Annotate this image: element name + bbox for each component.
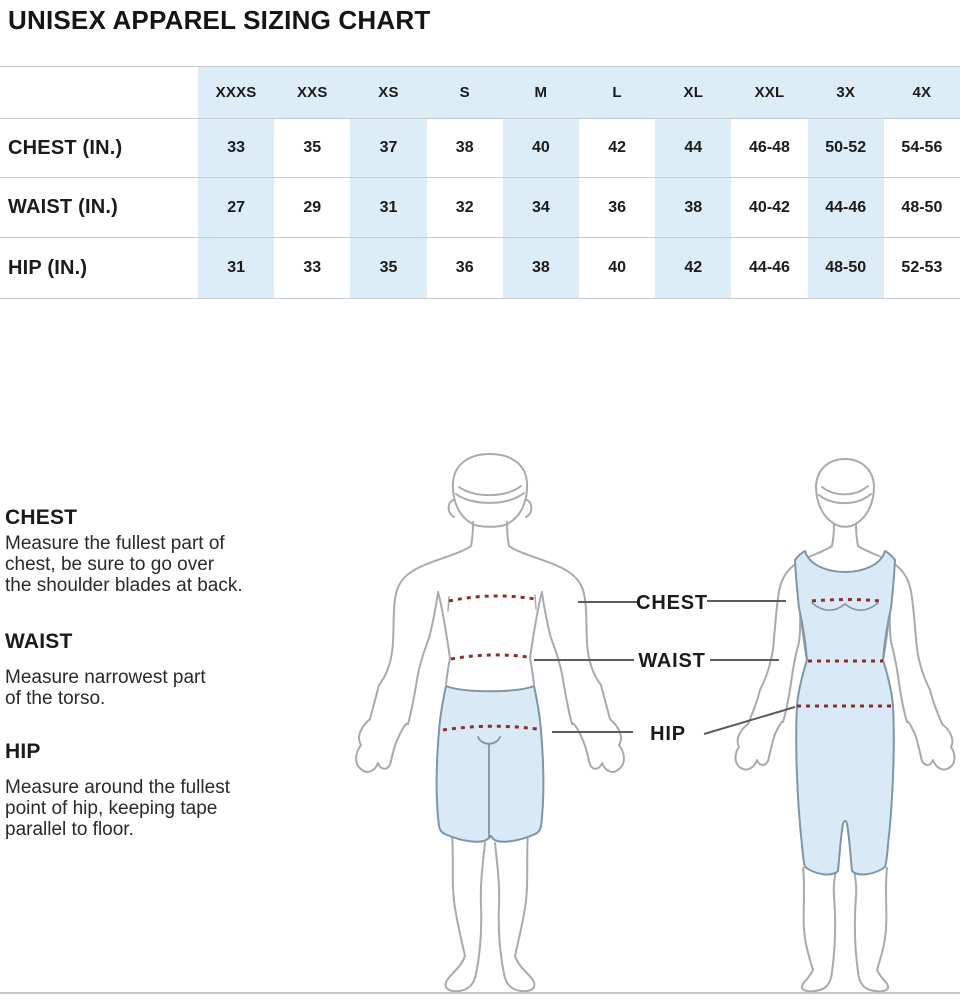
size-value-cell: 34: [503, 178, 579, 238]
size-value-cell: 38: [655, 178, 731, 238]
size-column-header: XXS: [274, 67, 350, 119]
size-value-cell: 46-48: [731, 119, 807, 178]
size-column-header: 4X: [884, 67, 960, 119]
hip-callout-label: HIP: [650, 723, 686, 745]
size-value-cell: 32: [427, 178, 503, 238]
male-figure: [356, 454, 624, 991]
size-column-header: 3X: [808, 67, 884, 119]
instruction-chest-line: the shoulder blades at back.: [5, 575, 243, 596]
instruction-hip-heading: HIP: [5, 740, 41, 763]
measurement-diagram: [0, 430, 960, 1000]
instruction-hip-line: point of hip, keeping tape: [5, 798, 218, 819]
size-column-header: M: [503, 67, 579, 119]
instruction-waist-heading: WAIST: [5, 630, 73, 653]
size-value-cell: 52-53: [884, 238, 960, 299]
size-value-cell: 42: [655, 238, 731, 299]
sizing-table: [0, 66, 960, 299]
size-value-cell: 38: [427, 119, 503, 178]
size-value-cell: 36: [579, 178, 655, 238]
instruction-chest-line: chest, be sure to go over: [5, 554, 215, 575]
waist-callout-label: WAIST: [638, 650, 706, 672]
size-value-cell: 36: [427, 238, 503, 299]
size-column-header: XXXS: [198, 67, 274, 119]
measurement-row-label: WAIST (IN.): [0, 178, 198, 238]
instruction-waist-line: of the torso.: [5, 688, 106, 709]
female-right-leg: [854, 868, 888, 991]
instruction-waist-line: Measure narrowest part: [5, 667, 206, 688]
size-value-cell: 40-42: [731, 178, 807, 238]
size-value-cell: 38: [503, 238, 579, 299]
size-value-cell: 40: [503, 119, 579, 178]
female-head: [816, 459, 874, 527]
instruction-chest-heading: CHEST: [5, 506, 78, 529]
female-figure: [735, 459, 954, 991]
right-ear: [526, 500, 531, 517]
size-value-cell: 42: [579, 119, 655, 178]
size-value-cell: 31: [350, 178, 426, 238]
size-value-cell: 37: [350, 119, 426, 178]
page-title: UNISEX APPAREL SIZING CHART: [8, 5, 431, 35]
size-value-cell: 54-56: [884, 119, 960, 178]
left-ear: [449, 500, 454, 517]
instruction-hip-line: parallel to floor.: [5, 819, 134, 840]
size-value-cell: 48-50: [808, 238, 884, 299]
size-column-header: S: [427, 67, 503, 119]
size-column-header: L: [579, 67, 655, 119]
table-corner-cell: [0, 67, 198, 119]
size-value-cell: 27: [198, 178, 274, 238]
female-swimsuit: [795, 551, 895, 874]
size-value-cell: 35: [350, 238, 426, 299]
size-value-cell: 48-50: [884, 178, 960, 238]
male-chest-measure-line: [449, 596, 535, 601]
size-value-cell: 33: [274, 238, 350, 299]
size-value-cell: 44-46: [808, 178, 884, 238]
size-column-header: XL: [655, 67, 731, 119]
measurement-row-label: HIP (IN.): [0, 238, 198, 299]
size-column-header: XS: [350, 67, 426, 119]
size-value-cell: 50-52: [808, 119, 884, 178]
measurement-row-label: CHEST (IN.): [0, 119, 198, 178]
male-right-leg: [495, 834, 534, 991]
size-value-cell: 31: [198, 238, 274, 299]
instruction-chest-line: Measure the fullest part of: [5, 533, 225, 554]
size-value-cell: 35: [274, 119, 350, 178]
male-left-leg: [446, 834, 485, 991]
size-value-cell: 40: [579, 238, 655, 299]
hip-callout-line-right: [704, 707, 795, 734]
male-waist-measure-line: [451, 655, 528, 659]
size-value-cell: 29: [274, 178, 350, 238]
instruction-hip-line: Measure around the fullest: [5, 777, 230, 798]
chest-callout-label: CHEST: [636, 592, 708, 614]
size-value-cell: 33: [198, 119, 274, 178]
size-value-cell: 44: [655, 119, 731, 178]
female-left-leg: [802, 868, 836, 991]
size-column-header: XXL: [731, 67, 807, 119]
size-value-cell: 44-46: [731, 238, 807, 299]
male-shorts: [437, 686, 544, 842]
